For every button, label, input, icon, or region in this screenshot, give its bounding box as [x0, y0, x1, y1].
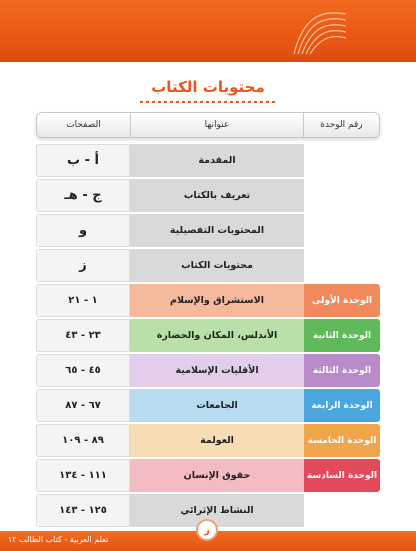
- table-body: [36, 144, 380, 527]
- unit-title: العولمة: [130, 424, 304, 457]
- page-range: ١ - ٢١: [36, 284, 130, 317]
- header-titles: عنوانها: [130, 113, 303, 137]
- unit-label: الوحدة الثالثة: [304, 354, 380, 387]
- unit-label: [304, 144, 380, 177]
- unit-title: تعريف بالكتاب: [130, 179, 304, 212]
- unit-title: محتويات الكتاب: [130, 249, 304, 282]
- unit-title: المقدمة: [130, 144, 304, 177]
- page-range: ٨٩ - ١٠٩: [36, 424, 130, 457]
- unit-title: الجامعات: [130, 389, 304, 422]
- unit-title: الاستشراق والإسلام: [130, 284, 304, 317]
- unit-label: الوحدة السادسة: [304, 459, 380, 492]
- table-row: [36, 214, 380, 247]
- table-row: [36, 179, 380, 212]
- table-row: [36, 144, 380, 177]
- table-row: [36, 424, 380, 457]
- table-row: [36, 354, 380, 387]
- unit-label: الوحدة الرابعة: [304, 389, 380, 422]
- page-range: ١١١ - ١٣٤: [36, 459, 130, 492]
- table-row: [36, 284, 380, 317]
- contents-table: [36, 112, 380, 529]
- table-header: [36, 112, 380, 138]
- header-unit-number: رقم الوحدة: [303, 113, 379, 137]
- top-banner: [0, 0, 416, 62]
- title-underline: [140, 101, 276, 103]
- unit-label: [304, 214, 380, 247]
- unit-title: الأقليات الإسلامية: [130, 354, 304, 387]
- unit-title: حقوق الإنسان: [130, 459, 304, 492]
- table-row: [36, 459, 380, 492]
- header-pages: الصفحات: [66, 120, 101, 130]
- unit-label: الوحدة الثانية: [304, 319, 380, 352]
- page-range: أ - ب: [36, 144, 130, 177]
- unit-title: النشاط الإثرائي: [130, 494, 304, 527]
- page-range: ز: [36, 249, 130, 282]
- page-number: ز: [196, 519, 218, 541]
- unit-label: الوحدة الخامسة: [304, 424, 380, 457]
- unit-label: [304, 494, 380, 527]
- page-title: محتويات الكتاب: [151, 78, 265, 96]
- unit-label: [304, 179, 380, 212]
- page-range: ١٢٥ - ١٤٣: [36, 494, 130, 527]
- unit-title: المحتويات التفصيلية: [130, 214, 304, 247]
- page-range: ج - هـ: [36, 179, 130, 212]
- page-range: و: [36, 214, 130, 247]
- unit-label: الوحدة الأولى: [304, 284, 380, 317]
- unit-title: الأندلس، المكان والحضارة: [130, 319, 304, 352]
- page-range: ٤٥ - ٦٥: [36, 354, 130, 387]
- unit-label: [304, 249, 380, 282]
- page-range: ٦٧ - ٨٧: [36, 389, 130, 422]
- table-row: [36, 249, 380, 282]
- page-range: ٢٣ - ٤٣: [36, 319, 130, 352]
- table-row: [36, 319, 380, 352]
- footer-text: تعلم العربية - كتاب الطالب ١٢: [8, 535, 109, 544]
- table-row: [36, 389, 380, 422]
- swirl-decoration-icon: [284, 4, 354, 58]
